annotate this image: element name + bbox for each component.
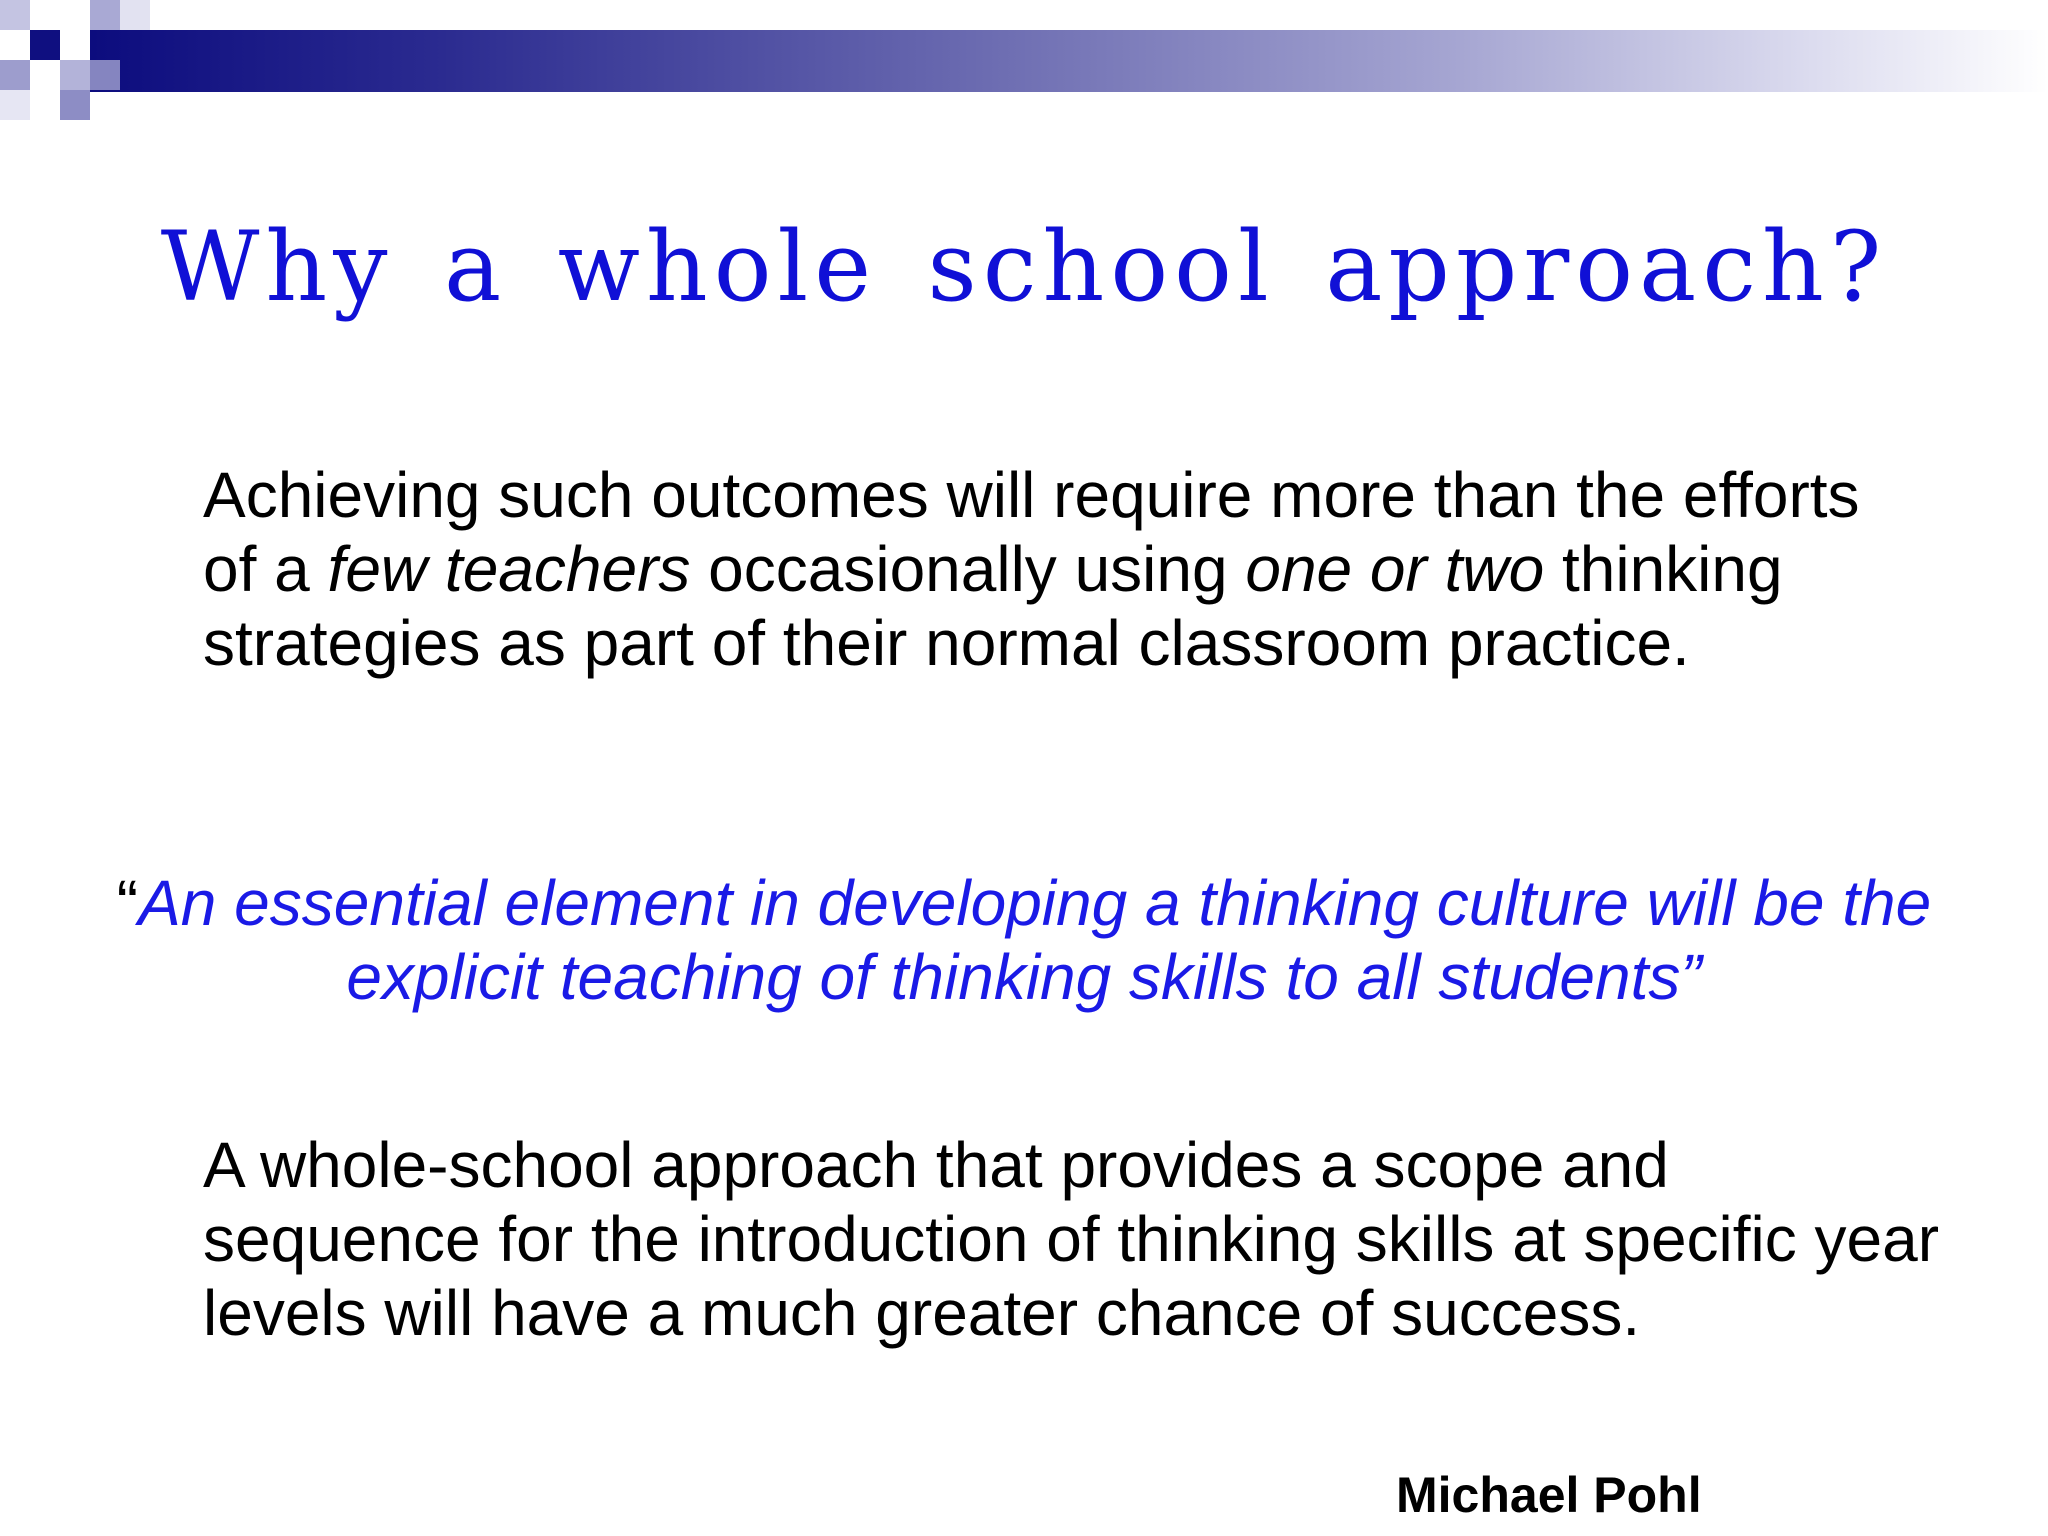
decor-square — [0, 0, 30, 30]
paragraph-text: Achieving such outcomes will require more than the efforts of a — [203, 459, 1860, 605]
open-quote-mark: “ — [116, 867, 139, 939]
paragraph-text: thinking strategies as part of their normal classroom practice. — [203, 533, 1783, 679]
emphasis-text: one or two — [1245, 533, 1545, 605]
decor-square — [0, 90, 30, 120]
paragraph-text: occasionally using — [690, 533, 1246, 605]
decor-square — [60, 60, 90, 90]
decor-square — [60, 30, 90, 60]
quote-block — [100, 866, 1948, 1014]
emphasis-text: few teachers — [327, 533, 691, 605]
decor-square — [0, 60, 30, 90]
decor-square — [90, 60, 120, 90]
decor-square — [90, 0, 120, 30]
author-name: Michael Pohl — [1396, 1467, 1702, 1523]
conclusion-paragraph: A whole-school approach that provides a scope and sequence for the introduction of thinking skills at specific year levels will have a much greater chance of success. — [203, 1129, 1940, 1349]
decor-square — [30, 30, 60, 60]
intro-paragraph — [203, 458, 1903, 680]
header-gradient-bar — [90, 30, 2048, 92]
decor-square — [120, 0, 150, 30]
close-quote-mark: ” — [1680, 941, 1702, 1013]
quote-text: An essential element in developing a thinking culture will be the explicit teaching of thinking skills to all students — [138, 867, 1932, 1013]
decor-square — [60, 90, 90, 120]
slide-title: Why a whole school approach? — [160, 211, 1888, 323]
